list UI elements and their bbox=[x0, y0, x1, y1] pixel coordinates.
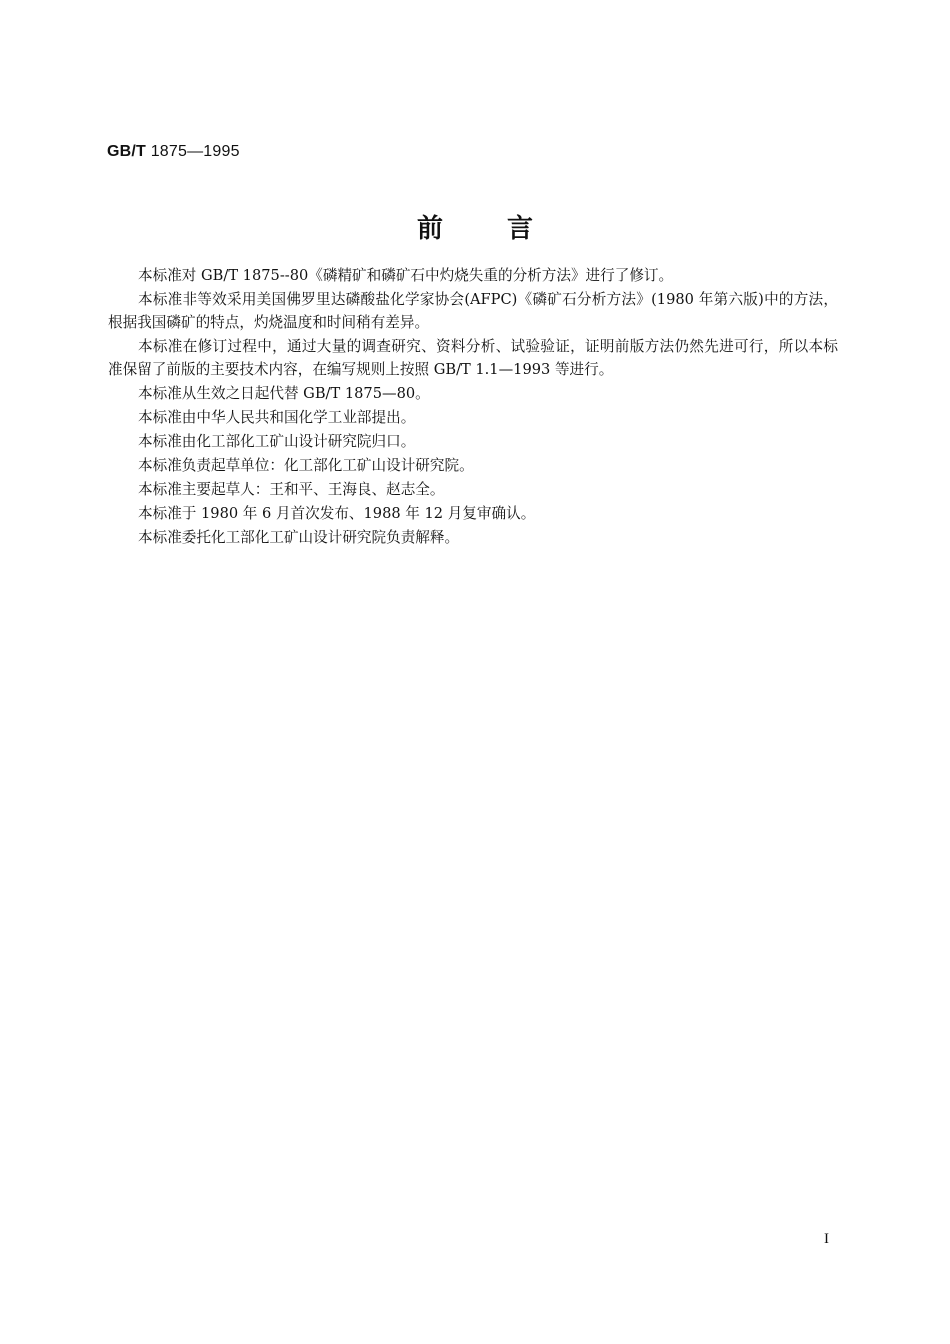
paragraph-revision: 本标准对 GB/T 1875--80《磷精矿和磷矿石中灼烧失重的分析方法》进行了修订。 bbox=[138, 267, 674, 284]
paragraph-adoption: 本标准非等效采用美国佛罗里达磷酸盐化学家协会(AFPC)《磷矿石分析方法》(1980 年第六版)中的方法，根据我国磷矿的特点，灼烧温度和时间稍有差异。 bbox=[108, 291, 838, 331]
standard-code-number: 1875—1995 bbox=[150, 143, 240, 160]
paragraph-retention: 本标准在修订过程中，通过大量的调查研究、资料分析、试验验证，证明前版方法仍然先进可行，所以本标准保留了前版的主要技术内容，在编写规则上按照 GB/T 1.1—1993 等进行。 bbox=[108, 338, 838, 378]
standard-code-prefix: GB/T bbox=[107, 143, 147, 160]
paragraph-drafters: 本标准主要起草人：王和平、王海良、赵志全。 bbox=[138, 481, 445, 498]
paragraph-proposer: 本标准由中华人民共和国化学工业部提出。 bbox=[138, 409, 416, 426]
paragraph-publication-history: 本标准于 1980 年 6 月首次发布、1988 年 12 月复审确认。 bbox=[138, 505, 536, 522]
foreword-body bbox=[108, 264, 838, 550]
paragraph-responsible-body: 本标准由化工部化工矿山设计研究院归口。 bbox=[138, 433, 416, 450]
page-number: I bbox=[824, 1231, 829, 1247]
paragraph-drafting-unit: 本标准负责起草单位：化工部化工矿山设计研究院。 bbox=[138, 457, 474, 474]
paragraph-replacement: 本标准从生效之日起代替 GB/T 1875—80。 bbox=[138, 385, 430, 402]
standard-code-header bbox=[107, 143, 240, 161]
paragraph-interpretation: 本标准委托化工部化工矿山设计研究院负责解释。 bbox=[138, 529, 460, 546]
page-title: 前言 bbox=[416, 214, 597, 244]
